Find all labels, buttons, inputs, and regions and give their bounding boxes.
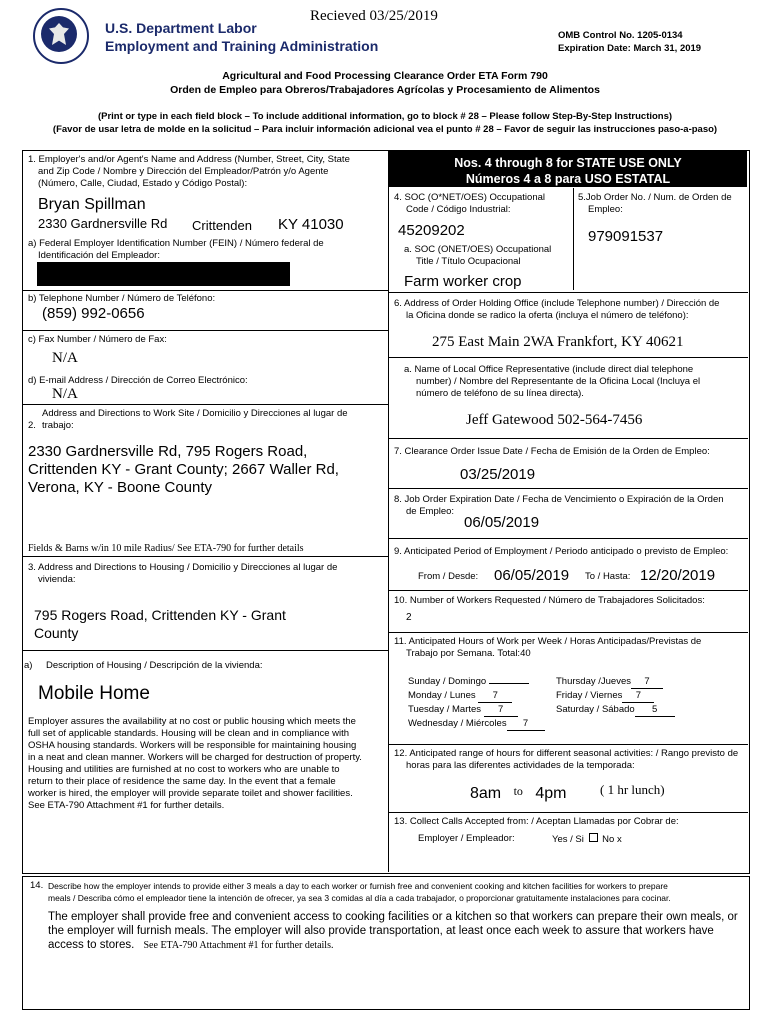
friday-row: Friday / Viernes 7 (556, 690, 654, 703)
fax-value[interactable]: N/A (52, 350, 78, 366)
yes-checkbox[interactable] (589, 833, 598, 842)
block-1-label: 1. Employer's and/or Agent's Name and Address (Number, Street, City, State and Zip Code / Nombre y Dirección del Empleador/Patrón y/o Agente (Número, Calle, Ciudad, Estado y Código Postal): (28, 154, 350, 189)
block-14-label: Describe how the employer intends to provide either 3 meals a day to each worker or furnish free and convenient cooking and kitchen facilities for workers to prepare meals / Describa cómo el empleador tiene la intención de ofrecer, ya sea 3 comidas al día a cada trabajador, o proporcionar gratuitamente instalaciones para cocinar. (48, 881, 671, 903)
form-title-es: Orden de Empleo para Obreros/Trabajadores Agrícolas y Procesamiento de Alimentos (170, 84, 600, 96)
collect-employer-label: Employer / Empleador: (418, 833, 515, 844)
workers-requested[interactable]: 2 (406, 612, 412, 623)
fein-redacted (37, 262, 290, 286)
hours-range[interactable]: 8am to 4pm (470, 784, 567, 802)
block-9-label: 9. Anticipated Period of Employment / Periodo anticipado o previsto de Empleo: (394, 546, 729, 557)
employer-state-zip[interactable]: KY 41030 (278, 216, 344, 233)
tuesday-hours[interactable]: 7 (484, 704, 518, 717)
instructions: (Print or type in each field block – To include additional information, go to block # 28 – Please follow Step-By-Step Instructions) (97, 111, 673, 122)
total-hours[interactable]: 40 (520, 648, 531, 659)
soc-title-label: a. SOC (ONET/OES) Occupational Title / Título Ocupacional (404, 244, 552, 267)
employer-street[interactable]: 2330 Gardnersville Rd (38, 216, 168, 231)
block-3-label: 3. Address and Directions to Housing / Domicilio y Direcciones al lugar de vivienda: (28, 562, 338, 585)
phone-value[interactable]: (859) 992-0656 (42, 305, 145, 322)
expiration-date[interactable]: 06/05/2019 (464, 514, 540, 531)
monday-hours[interactable]: 7 (478, 690, 512, 703)
office-rep-label: a. Name of Local Office Representative (include direct dial telephone number) / Nombre del Representante de la Oficina Local (Incluya el número de teléfono de su línea directa). (404, 364, 701, 399)
block-11-label: 11. Anticipated Hours of Work per Week / Horas Anticipadas/Previstas de Trabajo por Semana. Total:40 (394, 636, 702, 659)
saturday-row: Saturday / Sábado 5 (556, 704, 675, 717)
fax-label: c) Fax Number / Número de Fax: (28, 334, 167, 345)
no-checkbox-mark[interactable]: x (616, 834, 622, 845)
tuesday-row: Tuesday / Martes 7 (408, 704, 518, 717)
period-from[interactable]: 06/05/2019 (494, 567, 570, 584)
monday-row: Monday / Lunes 7 (408, 690, 512, 703)
block-2-label: Address and Directions to Work Site / Domicilio y Direcciones al lugar de 2. trabajo: (28, 408, 348, 431)
block-8-label: 8. Job Order Expiration Date / Fecha de Vencimiento o Expiración de la Orden de Empleo: (394, 494, 724, 517)
block-10-label: 10. Number of Workers Requested / Número de Trabajadores Solicitados: (394, 595, 705, 606)
soc-code-value[interactable]: 45209202 (398, 222, 465, 239)
worksite-address[interactable]: 2330 Gardnersville Rd, 795 Rogers Road, Crittenden KY - Grant County; 2667 Waller Rd, Verona, KY - Boone County (28, 443, 339, 496)
omb-expiration: Expiration Date: March 31, 2019 (558, 43, 702, 54)
thursday-row: Thursday /Jueves 7 (556, 676, 663, 689)
job-order-label: 5.Job Order No. / Num. de Orden de Empleo: (578, 192, 732, 215)
friday-hours[interactable]: 7 (622, 690, 654, 703)
meals-description[interactable]: The employer shall provide free and convenient access to cooking facilities or a kitchen so that workers can prepare their own meals, or the employer will furnish meals. The employer will also provide transportation, at least once each week to assure that workers have access to stores. See ETA-790 Attachment #1 for further details. (48, 911, 738, 951)
wednesday-row: Wednesday / Miércoles 7 (408, 718, 545, 731)
block-12-label: 12. Anticipated range of hours for different seasonal activities: / Rango previsto de horas para las diferentes actividades de la temporada: (394, 748, 739, 771)
issue-date[interactable]: 03/25/2019 (460, 466, 536, 483)
block-14-num: 14. (30, 880, 44, 891)
agency-name: U.S. Department Labor (105, 20, 257, 36)
dol-seal-icon (33, 8, 89, 64)
housing-text: Employer assures the availability at no cost or public housing which meets the full set of applicable standards. Housing will be clean and in compliance with OSHA housing standards. Workers will be responsible for maintaining housing in a neat and clean manner. Workers will be charged for destruction of property. Housing and utilities are furnished at no cost to workers who are unable to return to their place of residence the same day. In the event that a female worker is hired, the employer will provide separate toilet and shower facilities. See ETA-790 Attachment #1 for further details. (28, 716, 362, 811)
employer-city[interactable]: Crittenden (192, 218, 252, 233)
housing-type[interactable]: Mobile Home (38, 683, 150, 704)
phone-label: b) Telephone Number / Número de Teléfono: (28, 293, 216, 304)
employer-name[interactable]: Bryan Spillman (38, 196, 146, 213)
collect-yes-no: Yes / Si No x (552, 834, 622, 845)
column-divider (388, 150, 389, 872)
state-use-banner: Nos. 4 through 8 for STATE USE ONLY Números 4 a 8 para USO ESTATAL (389, 151, 747, 187)
soc-title-value[interactable]: Farm worker crop (404, 273, 522, 290)
office-address[interactable]: 275 East Main 2WA Frankfort, KY 40621 (432, 334, 684, 350)
block-6-label: 6. Address of Order Holding Office (include Telephone number) / Dirección de la Oficina donde se radico la oferta (incluya el número de teléfono): (394, 298, 720, 321)
worksite-note: Fields & Barns w/in 10 mile Radius/ See ETA-790 for further details (28, 543, 304, 554)
soc-code-label: 4. SOC (O*NET/OES) Occupational Code / Código Industrial: (394, 192, 545, 215)
job-order-value[interactable]: 979091537 (588, 228, 664, 245)
agency-division: Employment and Training Administration (105, 38, 379, 54)
office-rep[interactable]: Jeff Gatewood 502-564-7456 (466, 412, 643, 428)
block-7-label: 7. Clearance Order Issue Date / Fecha de Emisión de la Orden de Empleo: (394, 446, 710, 457)
fein-label: a) Federal Employer Identification Number (FEIN) / Número federal de Identificación del Empleador: (28, 238, 324, 261)
instructions-es: (Favor de usar letra de molde en la solicitud – Para incluir información adicional vea el punto # 28 – Favor de seguir las instrucciones paso-a-paso) (52, 124, 718, 135)
sunday-row: Sunday / Domingo (408, 676, 529, 688)
email-value[interactable]: N/A (52, 386, 78, 402)
housing-desc-label: Description of Housing / Descripción de la vivienda: (46, 660, 263, 671)
to-label: To / Hasta: (585, 571, 631, 582)
thursday-hours[interactable]: 7 (631, 676, 663, 689)
form-title: Agricultural and Food Processing Clearance Order ETA Form 790 (222, 70, 548, 82)
block-13-label: 13. Collect Calls Accepted from: / Aceptan Llamadas por Cobrar de: (394, 816, 679, 827)
saturday-hours[interactable]: 5 (635, 704, 675, 717)
email-label: d) E-mail Address / Dirección de Correo Electrónico: (28, 375, 248, 386)
received-stamp: Recieved 03/25/2019 (310, 8, 438, 24)
omb-control: OMB Control No. 1205-0134 (558, 30, 683, 41)
housing-desc-letter: a) (24, 660, 33, 671)
wednesday-hours[interactable]: 7 (507, 718, 545, 731)
lunch-break: ( 1 hr lunch) (600, 782, 665, 797)
period-to[interactable]: 12/20/2019 (640, 567, 716, 584)
housing-address[interactable]: 795 Rogers Road, Crittenden KY - Grant County (34, 607, 286, 641)
sunday-hours[interactable] (489, 683, 529, 684)
from-label: From / Desde: (418, 571, 479, 582)
